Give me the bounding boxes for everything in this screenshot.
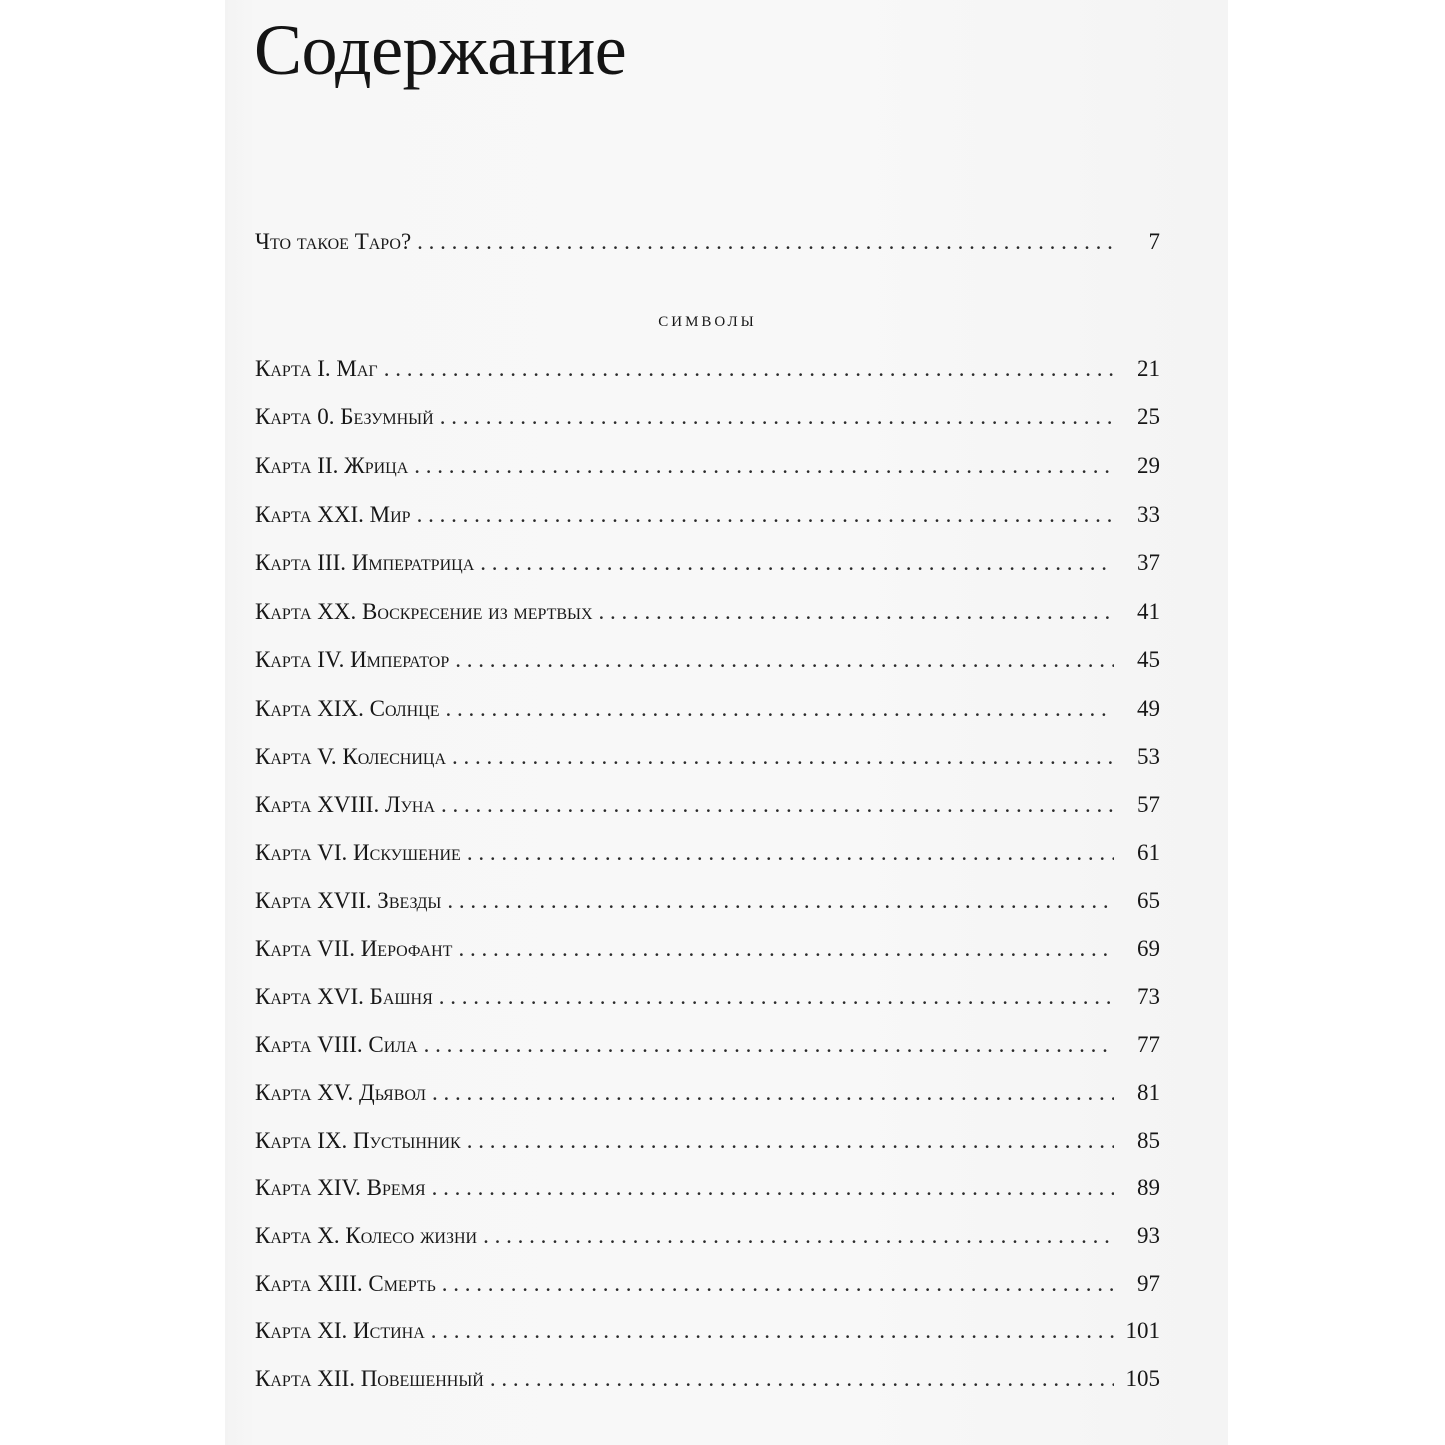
dot-leader — [483, 1219, 1114, 1253]
dot-leader — [467, 1124, 1114, 1158]
toc-entry-label: Карта XIX. Солнце — [255, 696, 440, 721]
dot-leader — [431, 1314, 1114, 1348]
toc-entry-page-number: 53 — [1137, 744, 1160, 769]
dot-leader — [440, 400, 1114, 434]
toc-entry-label: Карта VIII. Сила — [255, 1032, 418, 1057]
dot-leader — [439, 980, 1114, 1014]
dot-leader — [458, 932, 1114, 966]
toc-entry-label: Карта 0. Безумный — [255, 404, 434, 429]
page-title: Содержание — [254, 10, 627, 90]
toc-entry[interactable] — [255, 836, 1160, 870]
toc-entry-label: Карта XV. Дьявол — [255, 1080, 427, 1105]
toc-entry-label: Карта XX. Воскресение из мертвых — [255, 599, 593, 624]
dot-leader — [467, 836, 1114, 870]
toc-entry[interactable] — [255, 643, 1160, 677]
toc-entry[interactable] — [255, 932, 1160, 966]
toc-entry-page-number: 69 — [1137, 936, 1160, 961]
toc-entry[interactable] — [255, 400, 1160, 434]
toc-entry-page-number: 29 — [1137, 453, 1160, 478]
toc-entry-label: Что такое Таро? — [255, 229, 412, 254]
toc-entry-label: Карта XIII. Смерть — [255, 1271, 436, 1296]
dot-leader — [384, 352, 1114, 386]
toc-entry-label: Карта X. Колесо жизни — [255, 1223, 478, 1248]
dot-leader — [432, 1171, 1114, 1205]
toc-entry-label: Карта IV. Император — [255, 647, 450, 672]
toc-entry-page-number: 73 — [1137, 984, 1160, 1009]
dot-leader — [432, 1076, 1114, 1110]
toc-entry[interactable] — [255, 1076, 1160, 1110]
dot-leader — [414, 449, 1114, 483]
toc-entry-page-number: 45 — [1137, 647, 1160, 672]
dot-leader — [490, 1362, 1114, 1396]
dot-leader — [455, 643, 1114, 677]
section-heading: символы — [658, 306, 757, 331]
toc-entry-label: Карта II. Жрица — [255, 453, 409, 478]
dot-leader — [447, 884, 1114, 918]
dot-leader — [599, 595, 1114, 629]
toc-entry-page-number: 65 — [1137, 888, 1160, 913]
toc-entry-page-number: 41 — [1137, 599, 1160, 624]
toc-entry-label: Карта I. Маг — [255, 356, 378, 381]
toc-entry[interactable] — [255, 884, 1160, 918]
dot-leader — [480, 546, 1114, 580]
toc-entry-label: Карта IX. Пустынник — [255, 1128, 461, 1153]
toc-entry-label: Карта III. Императрица — [255, 550, 475, 575]
dot-leader — [417, 498, 1114, 532]
toc-entry-label: Карта VI. Искушение — [255, 840, 461, 865]
toc-entry-page-number: 89 — [1137, 1175, 1160, 1200]
toc-entry-label: Карта XIV. Время — [255, 1175, 426, 1200]
toc-entry-page-number: 21 — [1137, 356, 1160, 381]
toc-entry[interactable] — [255, 1124, 1160, 1158]
book-page — [225, 0, 1228, 1445]
toc-entry[interactable] — [255, 1028, 1160, 1062]
toc-entry-page-number: 81 — [1137, 1080, 1160, 1105]
toc-entry[interactable] — [255, 595, 1160, 629]
dot-leader — [445, 692, 1114, 726]
toc-entry-page-number: 37 — [1137, 550, 1160, 575]
toc-entry[interactable] — [255, 740, 1160, 774]
toc-entry-label: Карта XVII. Звезды — [255, 888, 442, 913]
toc-entry-page-number: 85 — [1137, 1128, 1160, 1153]
toc-entry-intro[interactable] — [255, 225, 1160, 259]
toc-entry[interactable] — [255, 1267, 1160, 1301]
toc-entry[interactable] — [255, 788, 1160, 822]
toc-entry[interactable] — [255, 498, 1160, 532]
toc-entry[interactable] — [255, 352, 1160, 386]
toc-entry-label: Карта XVIII. Луна — [255, 792, 436, 817]
toc-entry-page-number: 7 — [1148, 229, 1160, 254]
toc-entry-label: Карта VII. Иерофант — [255, 936, 453, 961]
toc-entry-page-number: 49 — [1137, 696, 1160, 721]
toc-entry-page-number: 77 — [1137, 1032, 1160, 1057]
toc-entry[interactable] — [255, 449, 1160, 483]
toc-entry-label: Карта V. Колесница — [255, 744, 447, 769]
toc-entry[interactable] — [255, 1171, 1160, 1205]
toc-entry[interactable] — [255, 980, 1160, 1014]
toc-entry[interactable] — [255, 692, 1160, 726]
toc-entry[interactable] — [255, 546, 1160, 580]
dot-leader — [424, 1028, 1114, 1062]
toc-entry[interactable] — [255, 1314, 1160, 1348]
dot-leader — [417, 225, 1114, 259]
toc-entry-page-number: 93 — [1137, 1223, 1160, 1248]
toc-entry-page-number: 33 — [1137, 502, 1160, 527]
toc-entry-page-number: 97 — [1137, 1271, 1160, 1296]
toc-entry-label: Карта XI. Истина — [255, 1318, 425, 1343]
toc-entry-label: Карта XII. Повешенный — [255, 1366, 484, 1391]
toc-entry-label: Карта XVI. Башня — [255, 984, 433, 1009]
toc-entry[interactable] — [255, 1362, 1160, 1396]
dot-leader — [441, 788, 1114, 822]
toc-entry-page-number: 61 — [1137, 840, 1160, 865]
toc-entry-label: Карта XXI. Мир — [255, 502, 411, 527]
toc-entry-page-number: 57 — [1137, 792, 1160, 817]
dot-leader — [442, 1267, 1114, 1301]
toc-entry-page-number: 101 — [1125, 1318, 1160, 1343]
dot-leader — [452, 740, 1114, 774]
toc-entry-page-number: 25 — [1137, 404, 1160, 429]
toc-entry-page-number: 105 — [1125, 1366, 1160, 1391]
toc-entry[interactable] — [255, 1219, 1160, 1253]
